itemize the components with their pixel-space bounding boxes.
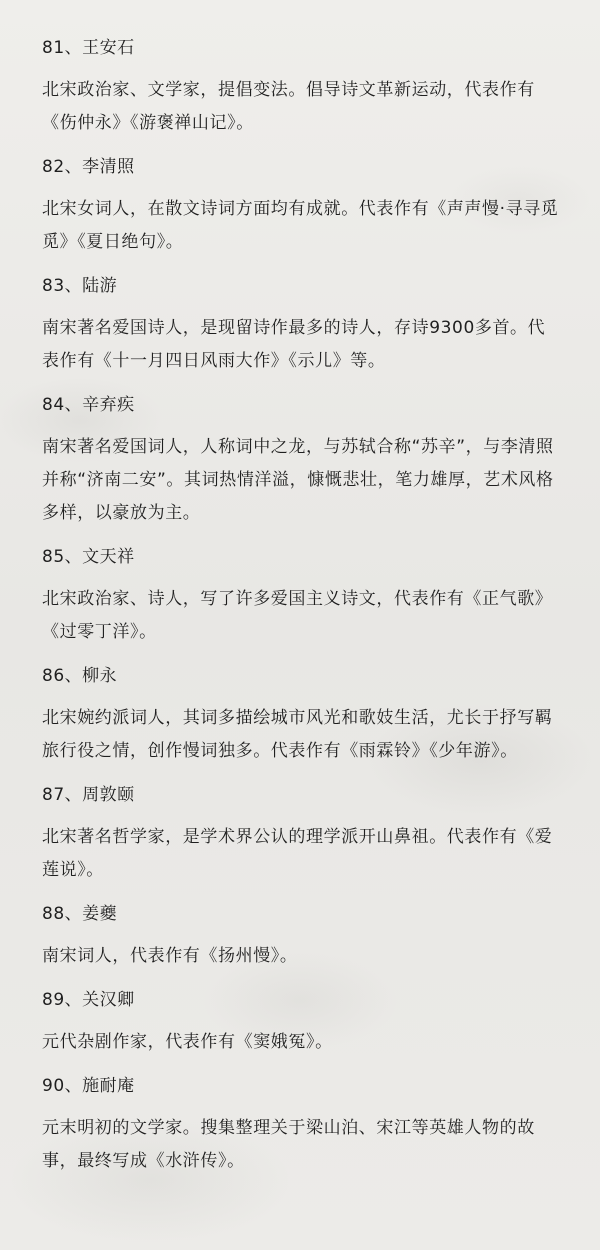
entry-title: 86、柳永: [42, 666, 118, 686]
entry-description: 北宋女词人，在散文诗词方面均有成就。代表作有《声声慢·寻寻觅觅》《夏日绝句》。: [42, 199, 559, 252]
entry-title: 85、文天祥: [42, 547, 135, 567]
entry-title: 89、关汉卿: [42, 990, 135, 1010]
entry-title: 81、王安石: [42, 38, 135, 58]
entry-description: 南宋著名爱国词人，人称词中之龙，与苏轼合称“苏辛”，与李清照并称“济南二安”。其词热情洋溢，慷慨悲壮，笔力雄厚，艺术风格多样，以豪放为主。: [42, 437, 554, 523]
list-item: [42, 781, 562, 887]
list-item: [42, 1072, 562, 1178]
list-item: [42, 900, 562, 973]
entry-title: 87、周敦颐: [42, 785, 135, 805]
entry-description: 南宋词人，代表作有《扬州慢》。: [42, 946, 298, 966]
entry-description: 元末明初的文学家。搜集整理关于梁山泊、宋江等英雄人物的故事，最终写成《水浒传》。: [42, 1118, 535, 1171]
entry-description: 元代杂剧作家，代表作有《窦娥冤》。: [42, 1032, 333, 1052]
entry-description: 南宋著名爱国诗人，是现留诗作最多的诗人，存诗9300多首。代表作有《十一月四日风雨大作》《示儿》等。: [42, 318, 546, 371]
author-list: [42, 34, 562, 1191]
entry-title: 90、施耐庵: [42, 1076, 135, 1096]
list-item: [42, 34, 562, 140]
entry-title: 83、陆游: [42, 276, 118, 296]
entry-description: 北宋婉约派词人，其词多描绘城市风光和歌妓生活，尤长于抒写羁旅行役之情，创作慢词独多。代表作有《雨霖铃》《少年游》。: [42, 708, 553, 761]
list-item: [42, 986, 562, 1059]
entry-title: 88、姜夔: [42, 904, 118, 924]
entry-title: 84、辛弃疾: [42, 395, 135, 415]
entry-description: 北宋著名哲学家，是学术界公认的理学派开山鼻祖。代表作有《爱莲说》。: [42, 827, 553, 880]
list-item: [42, 662, 562, 768]
list-item: [42, 272, 562, 378]
entry-title: 82、李清照: [42, 157, 135, 177]
entry-description: 北宋政治家、诗人，写了许多爱国主义诗文，代表作有《正气歌》《过零丁洋》。: [42, 589, 553, 642]
list-item: [42, 153, 562, 259]
list-item: [42, 391, 562, 530]
list-item: [42, 543, 562, 649]
entry-description: 北宋政治家、文学家，提倡变法。倡导诗文革新运动，代表作有《伤仲永》《游褒禅山记》。: [42, 80, 535, 133]
